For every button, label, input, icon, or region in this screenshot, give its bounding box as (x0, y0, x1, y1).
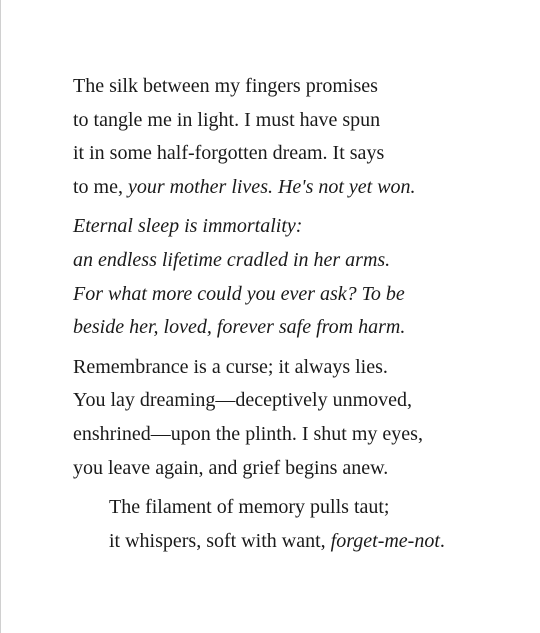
poem (73, 70, 513, 564)
page-edge-rule (0, 0, 1, 633)
stanza-3 (73, 351, 513, 485)
poem-line: The filament of memory pulls taut; (109, 496, 390, 519)
stanza-4 (73, 491, 513, 558)
poem-line: Remembrance is a curse; it always lies. (73, 355, 388, 378)
poem-line-period: . (439, 529, 445, 552)
stanza-2 (73, 210, 513, 344)
poem-line-plain-text: to me, (73, 175, 128, 198)
poem-line: For what more could you ever ask? To be (73, 282, 405, 305)
poem-line: enshrined—upon the plinth. I shut my eyes, (73, 422, 423, 445)
poem-line (73, 171, 513, 205)
poem-line-plain-text: it whispers, soft with want, (109, 529, 331, 552)
poem-line (109, 525, 513, 559)
poem-line: The silk between my fingers promises (73, 75, 378, 97)
poem-line: you leave again, and grief begins anew. (73, 456, 389, 479)
poem-line: Eternal sleep is immortality: (73, 215, 303, 238)
poem-line: You lay dreaming—deceptively unmoved, (73, 389, 413, 412)
poem-line: an endless lifetime cradled in her arms. (73, 248, 391, 271)
poem-line: beside her, loved, forever safe from harm. (73, 316, 406, 339)
poem-line: it in some half-forgotten dream. It says (73, 142, 385, 165)
poem-line-italic-text: forget-me-not (330, 529, 440, 552)
poem-line-italic-text: your mother lives. He's not yet won. (128, 175, 416, 198)
poem-line: to tangle me in light. I must have spun (73, 108, 381, 131)
stanza-1 (73, 70, 513, 204)
